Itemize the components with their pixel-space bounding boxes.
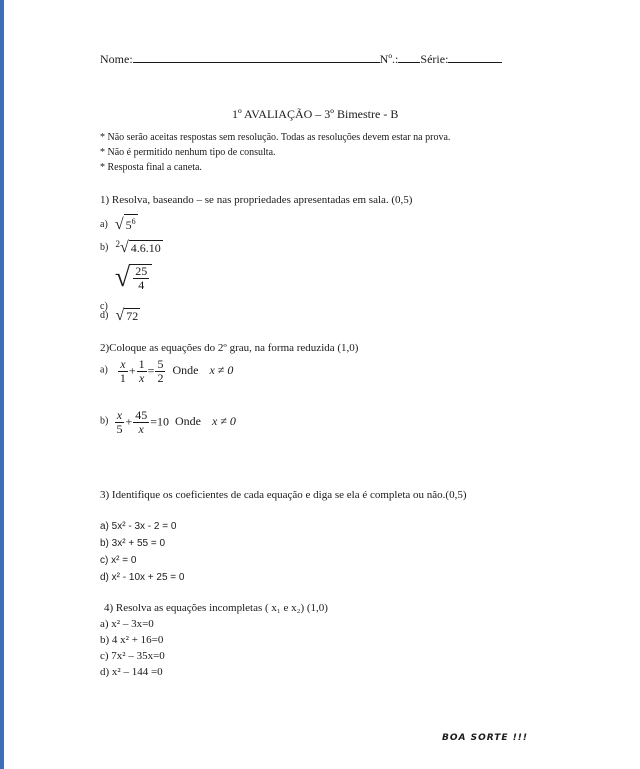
q2-a-f3-den: 2	[157, 371, 164, 385]
q1-a-base: 5	[125, 218, 132, 232]
rule-1: * Não serão aceitas respostas sem resolução. Todas as resoluções devem estar na prova.	[100, 132, 451, 143]
q2-a-f1-den: 1	[119, 371, 126, 385]
q1-b	[100, 237, 163, 257]
q4-title: 4) Resolva as equações incompletas ( x₁ e x₂) (1,0)	[104, 602, 328, 614]
serie-label: Série:	[420, 52, 449, 66]
q2-b	[100, 409, 236, 436]
q2-b-plus: +	[125, 414, 133, 429]
q1-title: 1) Resolva, baseando – se nas propriedades apresentadas em sala. (0,5)	[100, 194, 413, 206]
q2-a-label: a)	[100, 364, 108, 376]
page-title: 1º AVALIAÇÃO – 3º Bimestre - B	[232, 107, 399, 121]
q1-c-expression: √ $\frac{25}{4}$	[115, 262, 152, 294]
q3-item-d: d) x² - 10x + 25 = 0	[100, 572, 185, 583]
q3-title: 3) Identifique os coeficientes de cada equação e diga se ela é completa ou não.(0,5)	[100, 489, 467, 501]
q1-b-index: 2	[115, 239, 120, 249]
q3-item-c: c) x² = 0	[100, 555, 137, 566]
numero-label: Nº.:	[379, 52, 399, 66]
q4-item-b: b) 4 x² + 16=0	[100, 634, 164, 646]
q2-b-rhs: =10	[150, 414, 169, 429]
q1-d-radicand: 72	[126, 309, 139, 323]
serie-field[interactable]	[448, 52, 502, 63]
q1-a-label: a)	[100, 219, 108, 230]
nome-field[interactable]	[133, 52, 380, 63]
q1-b-expression: $^2$√ 4.6.10	[115, 239, 161, 256]
q2-b-f2-num: 45	[135, 408, 148, 422]
boa-sorte-text: BOA SORTE !!!	[442, 733, 529, 743]
q1-c	[100, 262, 152, 312]
q1-a-expression: √ $5^6$	[114, 216, 136, 233]
q1-d-label: d)	[100, 310, 109, 321]
q3-item-a: a) 5x² - 3x - 2 = 0	[100, 521, 177, 532]
q1-c-denominator: 4	[138, 278, 145, 292]
q1-a	[100, 214, 138, 234]
q2-b-f2-den: x	[138, 422, 144, 436]
q1-b-label: b)	[100, 242, 109, 253]
q2-b-f1-num: x	[116, 408, 123, 422]
q1-a-exponent: 6	[131, 217, 136, 226]
q2-a-eq: =	[147, 363, 155, 378]
q2-a-f2-den: x	[138, 371, 145, 385]
q4-item-a: a) x² – 3x=0	[100, 618, 154, 630]
q2-a-equation	[117, 358, 233, 385]
q2-a-onde: Onde	[172, 363, 199, 378]
q2-a-condition: x ≠ 0	[209, 363, 234, 378]
q2-a-f1-num: x	[120, 357, 126, 371]
page-edge	[0, 0, 4, 769]
rule-3: * Resposta final a caneta.	[100, 162, 202, 173]
q1-b-radicand: 4.6.10	[130, 241, 161, 255]
q2-a	[100, 358, 233, 385]
q2-a-plus: +	[128, 363, 136, 378]
q2-b-equation	[113, 409, 235, 436]
q4-item-d: d) x² – 144 =0	[100, 666, 163, 678]
q2-b-f1-den: 5	[116, 422, 123, 436]
q2-b-condition: x ≠ 0	[212, 414, 236, 429]
q2-title: 2)Coloque as equações do 2º grau, na forma reduzida (1,0)	[100, 342, 359, 354]
rule-2: * Não é permitido nenhum tipo de consulta.	[100, 147, 276, 158]
q1-d	[100, 305, 140, 325]
q2-b-label: b)	[100, 415, 109, 427]
numero-field[interactable]	[398, 52, 420, 63]
q1-d-expression: √ 72	[115, 307, 139, 324]
q4-item-c: c) 7x² – 35x=0	[100, 650, 165, 662]
q2-a-f2-num: 1	[138, 357, 145, 371]
q2-a-f3-num: 5	[157, 357, 164, 371]
q3-item-b: b) 3x² + 55 = 0	[100, 538, 166, 549]
nome-label: Nome:	[100, 52, 133, 66]
q2-b-onde: Onde	[175, 414, 201, 429]
q1-c-numerator: 25	[135, 264, 148, 278]
q1-c-label: c)	[100, 301, 108, 312]
student-header	[100, 52, 502, 67]
